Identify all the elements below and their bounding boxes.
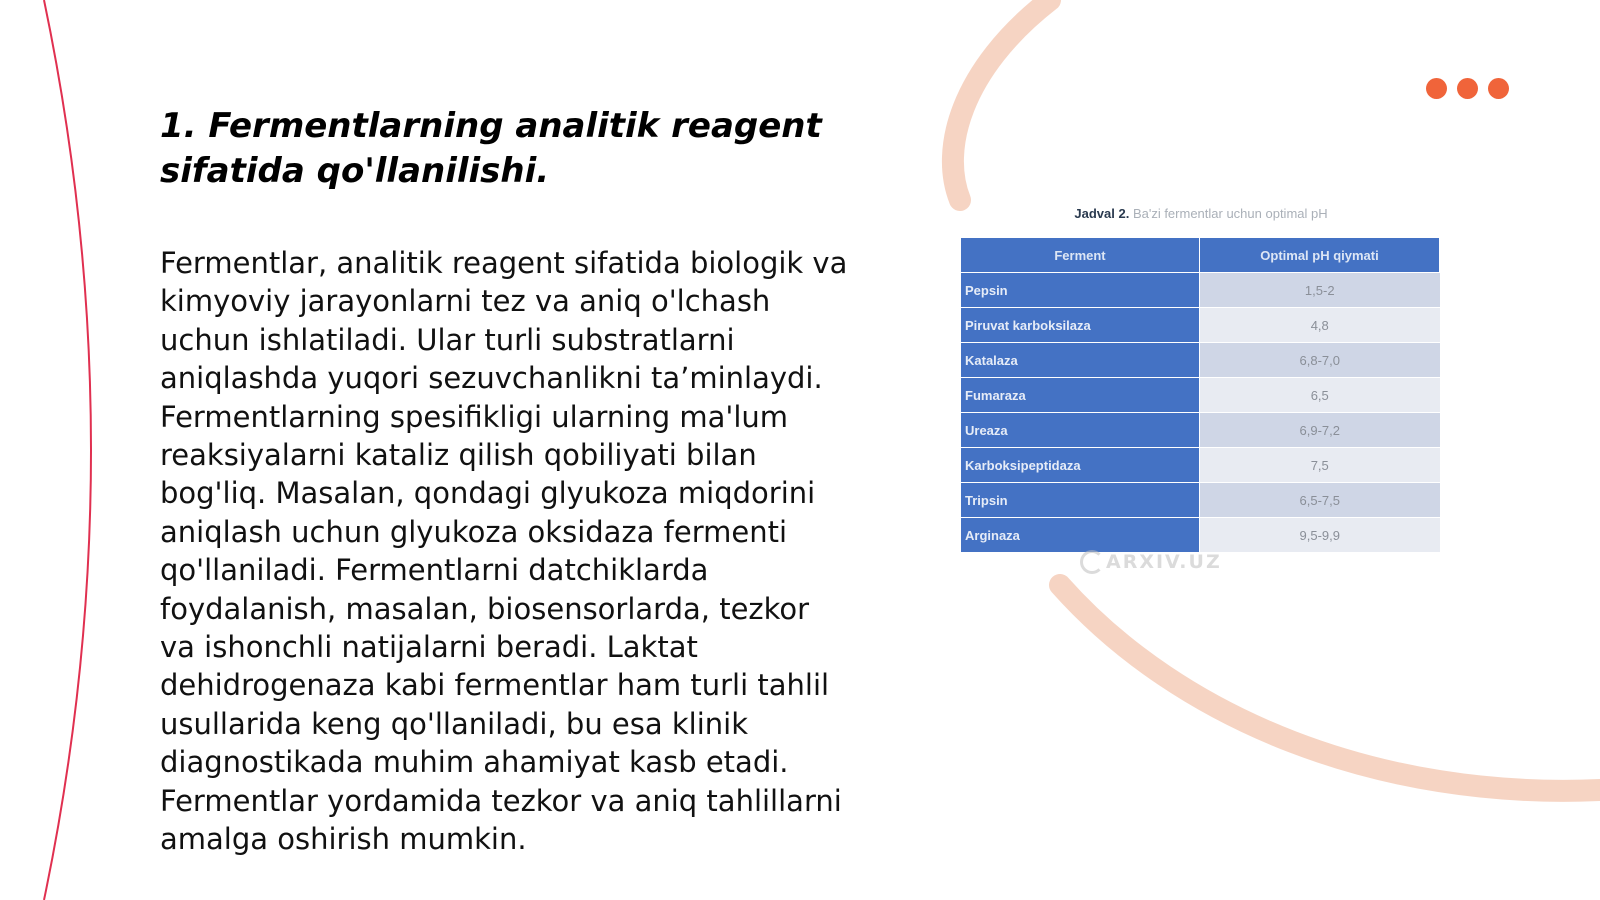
enzyme-name-cell: Katalaza xyxy=(961,343,1200,378)
ph-value-cell: 7,5 xyxy=(1200,448,1440,483)
watermark-text: ARXIV.UZ xyxy=(1106,551,1222,573)
ph-value-cell: 6,5 xyxy=(1200,378,1440,413)
enzyme-name-cell: Tripsin xyxy=(961,483,1200,518)
enzyme-ph-table xyxy=(961,238,1440,552)
decorative-dots xyxy=(1426,78,1516,100)
table-row xyxy=(961,448,1440,483)
enzyme-name-cell: Pepsin xyxy=(961,273,1200,308)
dot xyxy=(1457,78,1478,99)
slide-title: 1. Fermentlarning analitik reagent sifatida qo'llanilishi. xyxy=(160,106,822,191)
table-caption xyxy=(961,206,1441,221)
enzyme-name-cell: Arginaza xyxy=(961,518,1200,553)
table-row xyxy=(961,413,1440,448)
table-row xyxy=(961,308,1440,343)
left-edge-line xyxy=(44,0,91,900)
slide-body-text: Fermentlar, analitik reagent sifatida biologik va kimyoviy jarayonlarni tez va aniq o'lchash uchun ishlatiladi. Ular turli substratlarni aniqlashda yuqori sezuvchanlikni ta’minlaydi. Fermentlarning spesifikligi ularning ma'lum reaksiyalarni kataliz qilish qobiliyati bilan bog'liq. Masalan, qondagi glyukoza miqdorini aniqlash uchun glyukoza oksidaza fermenti qo'llaniladi. Fermentlarni datchiklarda foydalanish, masalan, biosensorlarda, tezkor va ishonchli natijalarni beradi. Laktat dehidrogenaza kabi fermentlar ham turli tahlil usullarida keng qo'llaniladi, bu esa klinik diagnostikada muhim ahamiyat kasb etadi. Fermentlar yordamida tezkor va aniq tahlillarni amalga oshirish mumkin. xyxy=(160,246,848,857)
watermark xyxy=(1080,550,1222,574)
table-row xyxy=(961,518,1440,553)
table-caption-label: Jadval 2. xyxy=(1074,206,1130,221)
ph-value-cell: 1,5-2 xyxy=(1200,273,1440,308)
dot xyxy=(1488,78,1509,99)
enzyme-name-cell: Piruvat karboksilaza xyxy=(961,308,1200,343)
enzyme-name-cell: Ureaza xyxy=(961,413,1200,448)
dot xyxy=(1426,78,1447,99)
ph-value-cell: 4,8 xyxy=(1200,308,1440,343)
ph-value-cell: 6,5-7,5 xyxy=(1200,483,1440,518)
table-row xyxy=(961,273,1440,308)
table-caption-text: Ba'zi fermentlar uchun optimal pH xyxy=(1132,206,1328,221)
ph-value-cell: 6,8-7,0 xyxy=(1200,343,1440,378)
enzyme-name-cell: Fumaraza xyxy=(961,378,1200,413)
table-header-row xyxy=(961,238,1440,273)
table-row xyxy=(961,343,1440,378)
watermark-logo-icon xyxy=(1080,550,1104,574)
column-header-ph: Optimal pH qiymati xyxy=(1200,238,1440,273)
table-row xyxy=(961,483,1440,518)
enzyme-name-cell: Karboksipeptidaza xyxy=(961,448,1200,483)
column-header-ferment: Ferment xyxy=(961,238,1200,273)
table-row xyxy=(961,378,1440,413)
ph-value-cell: 6,9-7,2 xyxy=(1200,413,1440,448)
ph-value-cell: 9,5-9,9 xyxy=(1200,518,1440,553)
